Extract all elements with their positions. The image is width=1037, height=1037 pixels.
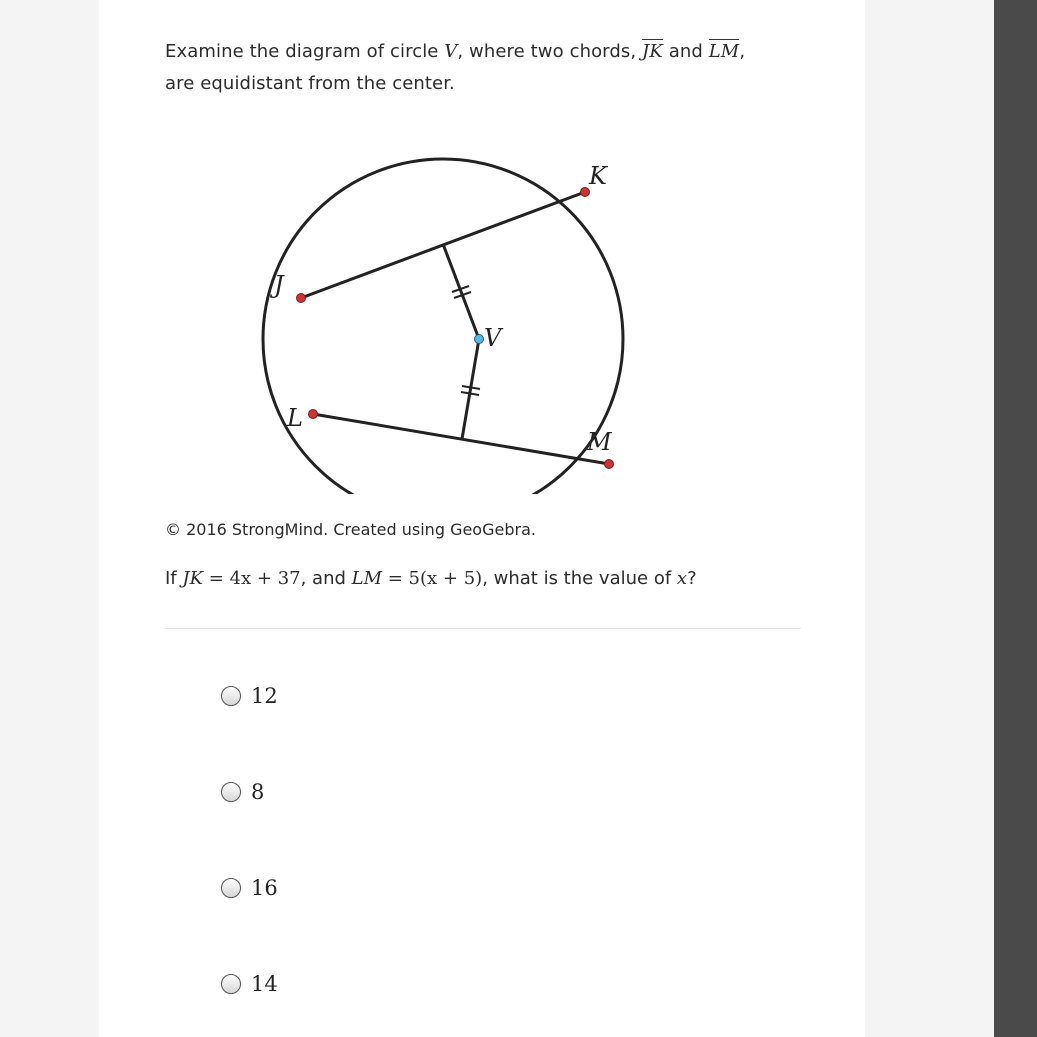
variable-x: x bbox=[676, 568, 688, 589]
prompt-part: , bbox=[739, 41, 746, 62]
answer-choice-label: 16 bbox=[251, 876, 278, 900]
chord-lm-label: LM bbox=[708, 41, 740, 62]
chord-lm bbox=[313, 414, 609, 464]
answer-choice-label: 8 bbox=[251, 780, 265, 804]
question-part: , and bbox=[300, 568, 352, 589]
label-v: V bbox=[484, 324, 502, 352]
jk-label: JK bbox=[182, 568, 204, 589]
divider bbox=[165, 628, 801, 629]
answer-choice[interactable] bbox=[221, 876, 278, 900]
radio-button[interactable] bbox=[221, 686, 241, 706]
question-part: , what is the value of bbox=[482, 568, 677, 589]
prompt-part: Examine the diagram of circle bbox=[165, 41, 445, 62]
answer-choice-label: 14 bbox=[251, 972, 278, 996]
prompt-part: and bbox=[662, 41, 709, 62]
lm-expression: = 5(x + 5) bbox=[382, 568, 483, 589]
point-v bbox=[475, 335, 484, 344]
segment-v-to-jk bbox=[443, 244, 479, 339]
question-part: ? bbox=[687, 568, 697, 589]
label-j: J bbox=[274, 271, 284, 299]
label-l: L bbox=[287, 404, 303, 432]
circle-v bbox=[263, 159, 623, 494]
answer-choice[interactable] bbox=[221, 972, 278, 996]
radio-button[interactable] bbox=[221, 782, 241, 802]
question-text bbox=[165, 568, 697, 589]
answer-choice-label: 12 bbox=[251, 684, 278, 708]
point-j bbox=[297, 294, 306, 303]
radio-button[interactable] bbox=[221, 974, 241, 994]
point-m bbox=[605, 460, 614, 469]
circle-name: V bbox=[444, 41, 458, 62]
prompt-part: , where two chords, bbox=[457, 41, 643, 62]
question-panel bbox=[99, 0, 865, 1037]
lm-label: LM bbox=[351, 568, 383, 589]
answer-choice[interactable] bbox=[221, 780, 264, 804]
scrollbar[interactable] bbox=[994, 0, 1037, 1037]
prompt-line-2: are equidistant from the center. bbox=[165, 73, 455, 94]
circle-diagram bbox=[259, 118, 679, 494]
label-k: K bbox=[589, 162, 607, 190]
label-m: M bbox=[587, 428, 612, 456]
radio-button[interactable] bbox=[221, 878, 241, 898]
point-l bbox=[309, 410, 318, 419]
question-part: If bbox=[165, 568, 183, 589]
copyright-credit: © 2016 StrongMind. Created using GeoGebra. bbox=[165, 520, 536, 539]
prompt-text bbox=[165, 36, 805, 100]
question-content bbox=[165, 36, 805, 996]
jk-expression: = 4x + 37 bbox=[203, 568, 301, 589]
chord-jk-label: JK bbox=[642, 41, 663, 62]
answer-choice[interactable] bbox=[221, 684, 278, 708]
